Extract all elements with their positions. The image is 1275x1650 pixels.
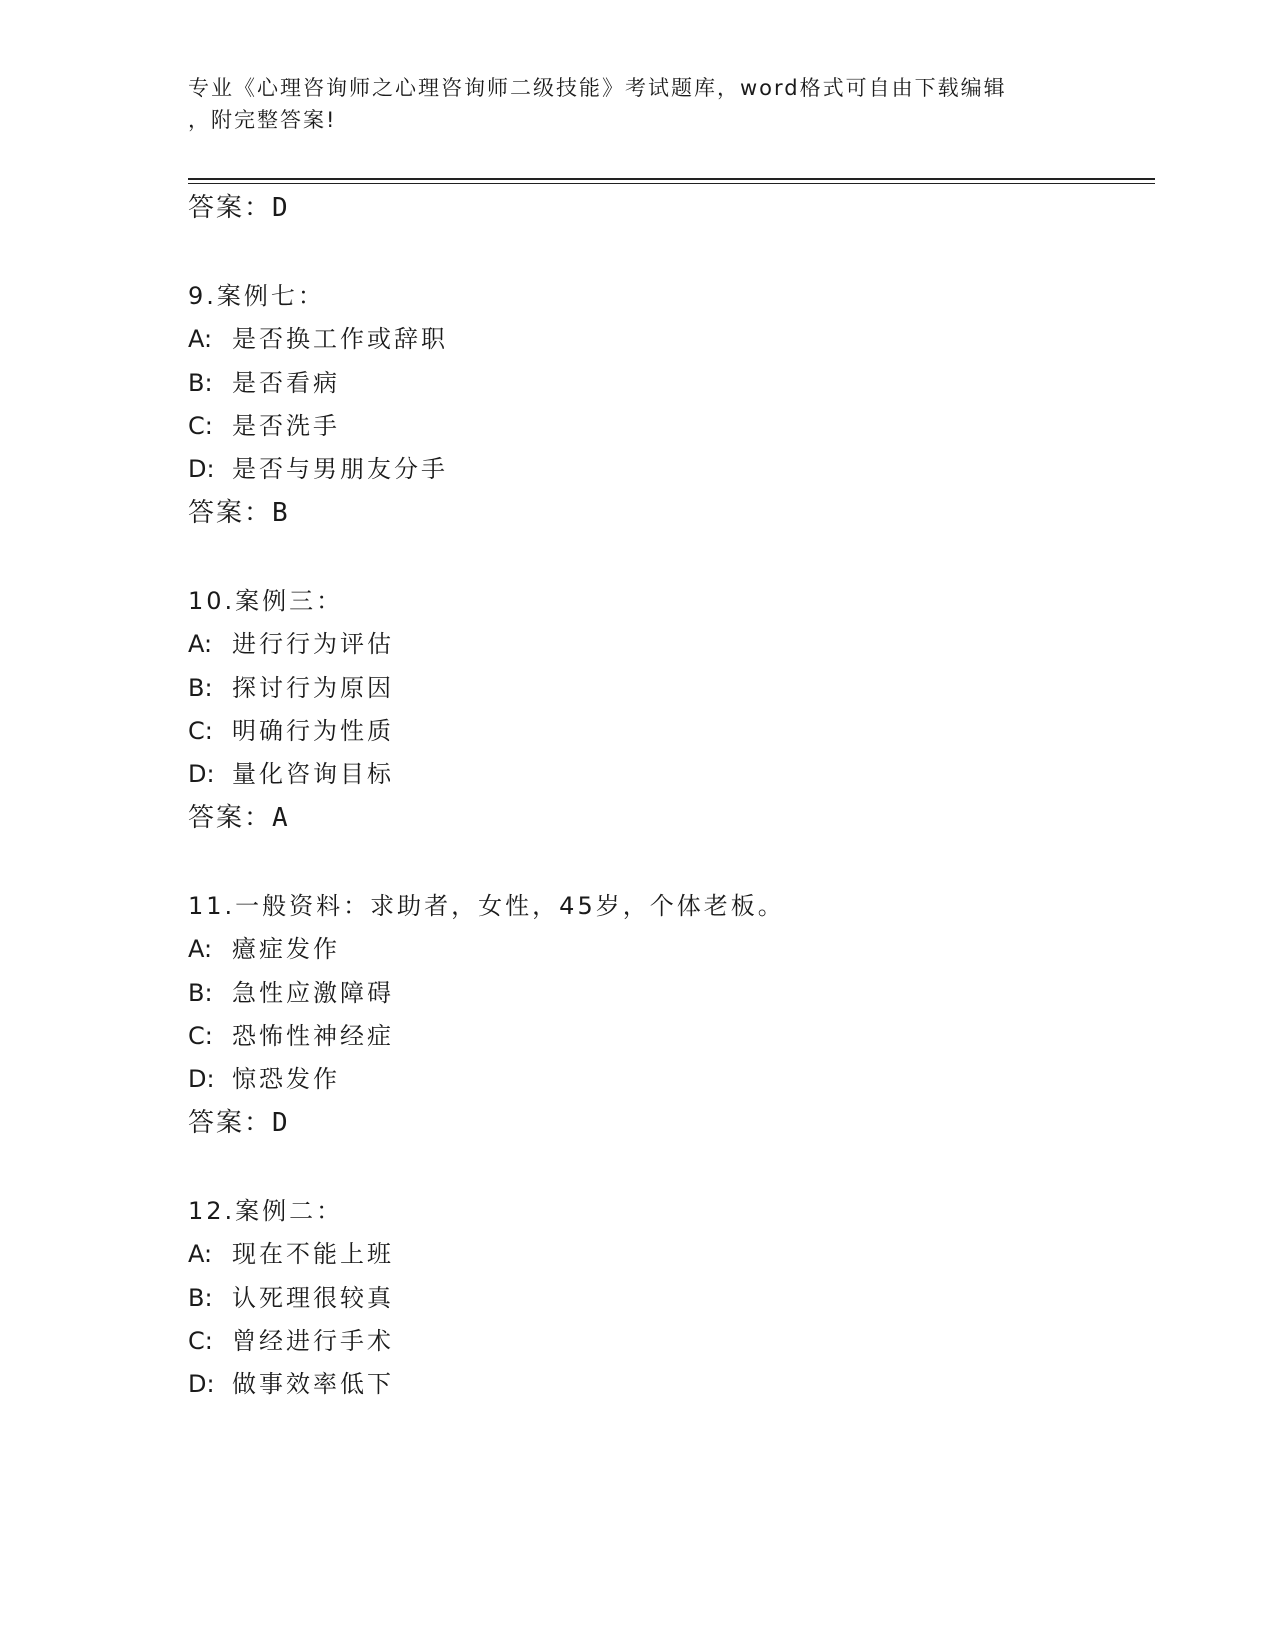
- option-text: 认死理很较真: [232, 1284, 394, 1312]
- header-divider-thin: [188, 183, 1155, 184]
- answer-label: 答案：: [188, 803, 273, 833]
- option-c: [188, 1022, 394, 1050]
- header-title-line1: 专业《心理咨询师之心理咨询师二级技能》考试题库，word格式可自由下载编辑: [188, 76, 1007, 100]
- question-text: 案例三：: [235, 587, 344, 615]
- question-stem: [188, 1197, 343, 1225]
- option-text: 恐怖性神经症: [232, 1022, 394, 1050]
- option-c: [188, 412, 340, 440]
- option-text: 做事效率低下: [232, 1370, 394, 1398]
- option-letter: B:: [188, 674, 213, 702]
- question-stem: [188, 892, 785, 920]
- option-letter: A:: [188, 325, 213, 353]
- option-text: 是否洗手: [232, 412, 340, 440]
- answer-label: 答案：: [188, 498, 273, 528]
- answer-label: 答案：: [188, 1108, 273, 1138]
- option-b: [188, 1284, 394, 1312]
- option-c: [188, 1327, 394, 1355]
- question-text: 案例七：: [216, 282, 325, 310]
- option-letter: C:: [188, 1022, 213, 1050]
- option-text: 是否换工作或辞职: [232, 325, 448, 353]
- option-text: 探讨行为原因: [232, 674, 394, 702]
- answer-line: [188, 498, 288, 528]
- option-text: 明确行为性质: [232, 717, 394, 745]
- option-letter: C:: [188, 412, 213, 440]
- option-letter: C:: [188, 717, 213, 745]
- option-text: 是否与男朋友分手: [232, 455, 448, 483]
- question-number: 12.: [188, 1197, 236, 1225]
- question-number: 10.: [188, 587, 236, 615]
- answer-line-q8: [188, 193, 288, 223]
- option-text: 急性应激障碍: [232, 979, 394, 1007]
- question-text: 一般资料：求助者，女性，45岁，个体老板。: [235, 892, 785, 920]
- answer-line: [188, 803, 288, 833]
- question-text: 案例二：: [235, 1197, 344, 1225]
- option-c: [188, 717, 394, 745]
- option-d: [188, 760, 394, 788]
- option-letter: D:: [188, 1370, 215, 1398]
- option-a: [188, 935, 340, 963]
- option-a: [188, 630, 394, 658]
- option-letter: A:: [188, 935, 213, 963]
- option-letter: D:: [188, 1065, 215, 1093]
- answer-value: D: [272, 1108, 288, 1138]
- option-b: [188, 369, 340, 397]
- header-divider-thick: [188, 178, 1155, 180]
- option-text: 现在不能上班: [232, 1240, 394, 1268]
- option-b: [188, 674, 394, 702]
- answer-label: 答案：: [188, 193, 273, 223]
- answer-value: B: [272, 498, 288, 528]
- option-text: 癔症发作: [232, 935, 340, 963]
- question-stem: [188, 282, 325, 310]
- option-d: [188, 1065, 340, 1093]
- option-letter: B:: [188, 1284, 213, 1312]
- option-letter: D:: [188, 760, 215, 788]
- question-number: 9.: [188, 282, 217, 310]
- option-letter: C:: [188, 1327, 213, 1355]
- question-stem: [188, 587, 343, 615]
- option-d: [188, 1370, 394, 1398]
- option-letter: B:: [188, 369, 213, 397]
- answer-value: A: [272, 803, 288, 833]
- header-title-line2: ，附完整答案!: [188, 108, 337, 132]
- option-letter: A:: [188, 1240, 213, 1268]
- answer-value: D: [272, 193, 288, 223]
- answer-line: [188, 1108, 288, 1138]
- option-letter: A:: [188, 630, 213, 658]
- option-letter: D:: [188, 455, 215, 483]
- option-a: [188, 1240, 394, 1268]
- option-text: 曾经进行手术: [232, 1327, 394, 1355]
- option-text: 进行行为评估: [232, 630, 394, 658]
- option-text: 惊恐发作: [232, 1065, 340, 1093]
- option-a: [188, 325, 448, 353]
- option-text: 是否看病: [232, 369, 340, 397]
- question-number: 11.: [188, 892, 236, 920]
- option-letter: B:: [188, 979, 213, 1007]
- option-text: 量化咨询目标: [232, 760, 394, 788]
- option-d: [188, 455, 448, 483]
- option-b: [188, 979, 394, 1007]
